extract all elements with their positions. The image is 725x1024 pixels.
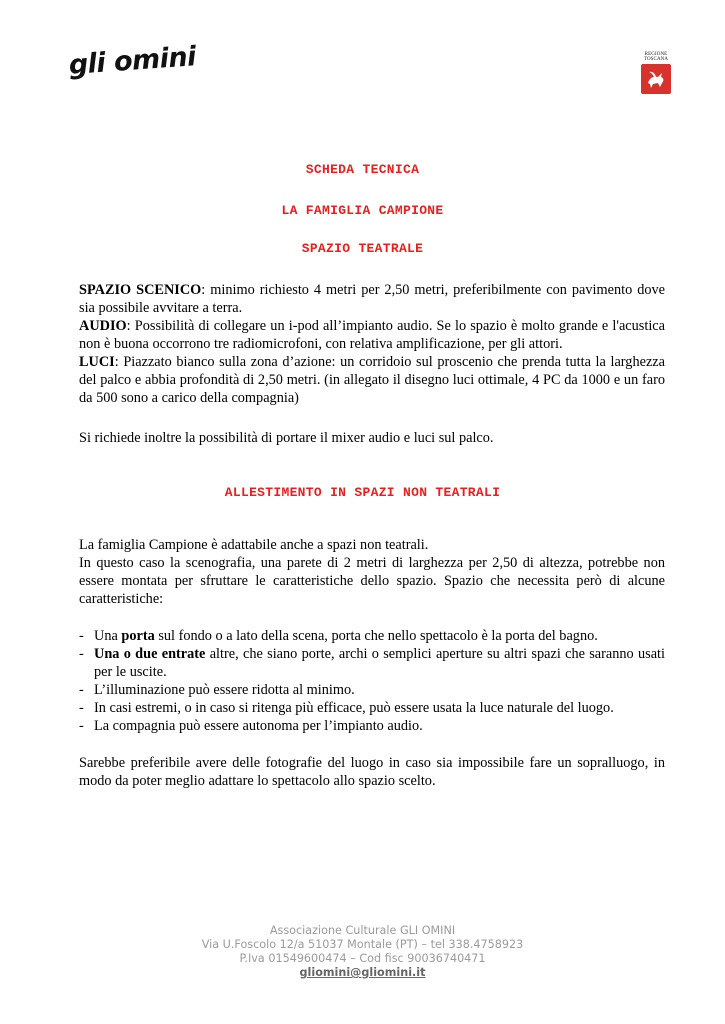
- non-teatrali-line2: In questo caso la scenografia, una parete di 2 metri di larghezza per 2,50 di altezza, potrebbe non essere montata per sfruttare le caratteristiche dello spazio. Spazio che necessita però di alcune caratteristiche:: [79, 555, 665, 607]
- item2-post: altre, che siano porte, archi o semplici aperture su altri spazi che saranno usati per le uscite.: [94, 646, 666, 680]
- footer-association: Associazione Culturale GLI OMINI: [269, 924, 456, 937]
- non-teatrali-line1: La famiglia Campione è adattabile anche a spazi non teatrali.: [79, 537, 429, 553]
- luci-text: : Piazzato bianco sulla zona d’azione: un corridoio sul proscenio che prenda tutta la larghezza del palco e abbia profondità di 2,50 metri. (in allegato il disegno luci ottimale, 4 PC da 1000 e un faro da 500 sono a carico della compagnia): [79, 354, 665, 406]
- mixer-paragraph: Si richiede inoltre la possibilità di portare il mixer audio e luci sul palco.: [79, 430, 494, 446]
- title-allestimento: ALLESTIMENTO IN SPAZI NON TEATRALI: [224, 485, 501, 500]
- item5-text: La compagnia può essere autonoma per l’impianto audio.: [94, 718, 423, 734]
- item1-bold: porta: [121, 628, 155, 644]
- title-scheda-tecnica: SCHEDA TECNICA: [305, 162, 420, 177]
- list-dash: -: [79, 700, 84, 716]
- spazio-scenico-paragraph: [79, 281, 665, 317]
- non-teatrali-section: [79, 536, 665, 608]
- audio-text: : Possibilità di collegare un i-pod all’impianto audio. Se lo spazio è molto grande e l'acustica non è buona occorrono tre radiomicrofoni, con relativa amplificazione, per gli attori.: [79, 318, 665, 352]
- luci-paragraph: [79, 353, 665, 407]
- regione-toscana-logo: [639, 52, 673, 94]
- technical-specs: [79, 281, 665, 407]
- footer-address: Via U.Foscolo 12/a 51037 Montale (PT) – tel 338.4758923: [201, 938, 524, 951]
- title-famiglia-campione: LA FAMIGLIA CAMPIONE: [281, 203, 444, 218]
- region-label-1: REGIONE: [644, 52, 668, 57]
- pegasus-icon: [641, 64, 671, 94]
- title-spazio-teatrale: SPAZIO TEATRALE: [301, 241, 424, 256]
- footer: [0, 924, 725, 980]
- item1-pre: Una: [94, 628, 122, 644]
- footer-email-link[interactable]: gliomini@gliomini.it: [299, 966, 426, 979]
- spazio-scenico-text: : minimo richiesto 4 metri per 2,50 metri, preferibilmente con pavimento dove sia possibile avvitare a terra.: [79, 282, 665, 316]
- closing-paragraph: Sarebbe preferibile avere delle fotografie del luogo in caso sia impossibile fare un sopralluogo, in modo da poter meglio adattare lo spettacolo allo spazio scelto.: [79, 755, 665, 789]
- item1-post: sul fondo o a lato della scena, porta che nello spettacolo è la porta del bagno.: [154, 628, 598, 644]
- region-label-2: TOSCANA: [643, 57, 669, 62]
- list-dash: -: [79, 646, 84, 662]
- list-item: [79, 717, 665, 735]
- list-dash: -: [79, 682, 84, 698]
- list-item: [79, 699, 665, 717]
- list-item: [79, 681, 665, 699]
- requirements-list: [79, 627, 665, 735]
- list-dash: -: [79, 718, 84, 734]
- logo: gli omini: [67, 41, 197, 81]
- list-dash: -: [79, 628, 84, 644]
- audio-label: AUDIO: [79, 318, 127, 334]
- list-item: [79, 627, 665, 645]
- luci-label: LUCI: [79, 354, 115, 370]
- spazio-scenico-label: SPAZIO SCENICO: [79, 282, 202, 298]
- item2-bold: Una o due entrate: [94, 646, 206, 662]
- item3-text: L’illuminazione può essere ridotta al minimo.: [94, 682, 355, 698]
- item4-text: In casi estremi, o in caso si ritenga più efficace, può essere usata la luce naturale del luogo.: [94, 700, 614, 716]
- audio-paragraph: [79, 317, 665, 353]
- list-item: [79, 645, 665, 681]
- footer-tax: P.Iva 01549600474 – Cod fisc 90036740471: [239, 952, 486, 965]
